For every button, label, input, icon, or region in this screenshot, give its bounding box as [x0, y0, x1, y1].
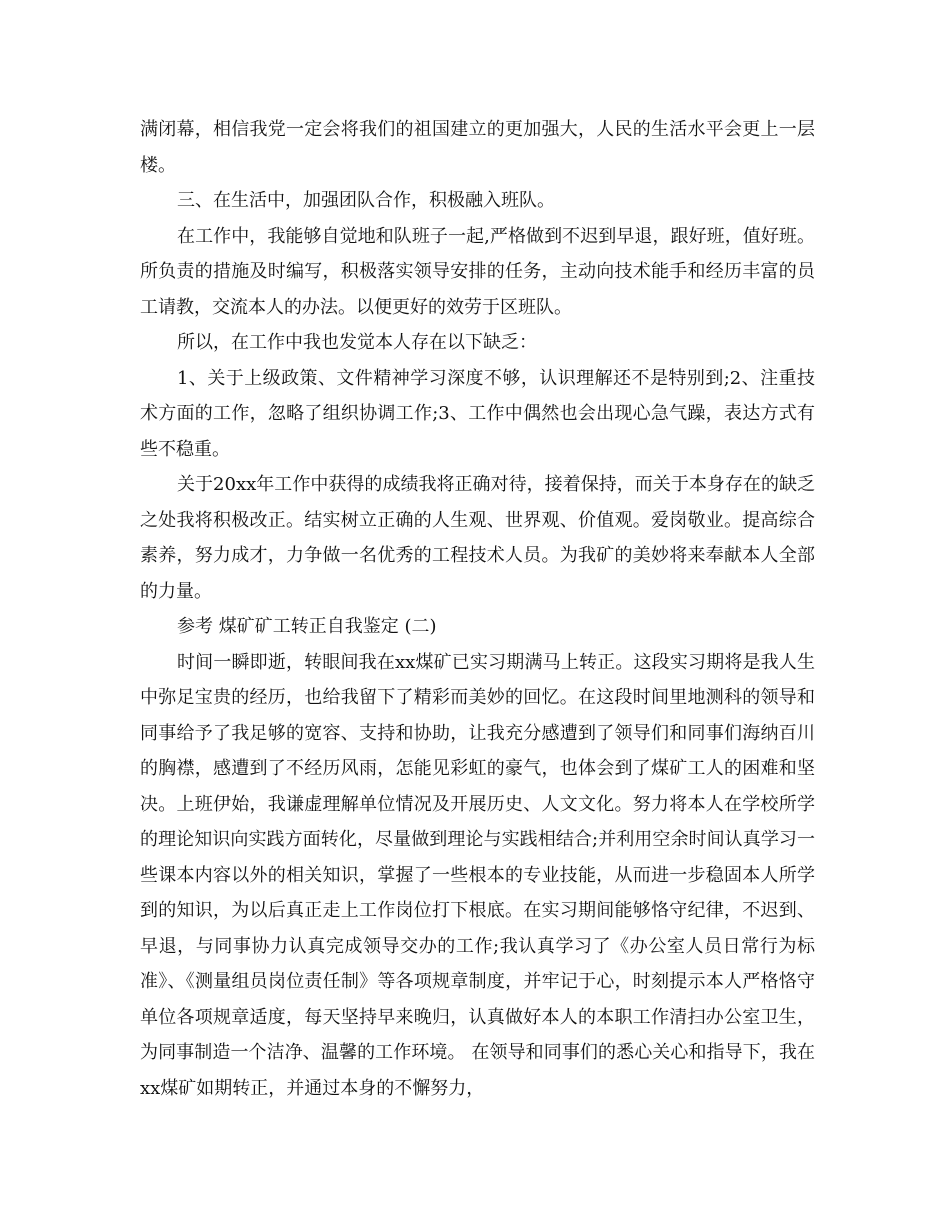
paragraph-work: 在工作中，我能够自觉地和队班子一起,严格做到不迟到早退，跟好班，值好班。所负责的措施及时编写，积极落实领导安排的任务，主动向技术能手和经历丰富的员工请教，交流本人的办法。以便更好的效劳于区班队。 [140, 225, 815, 318]
paragraph-shortcomings-list: 1、关于上级政策、文件精神学习深度不够，认识理解还不是特别到;2、注重技术方面的工作，忽略了组织协调工作;3、工作中偶然也会出现心急气躁，表达方式有些不稳重。 [140, 367, 815, 460]
paragraph-internship: 时间一瞬即逝，转眼间我在xx煤矿已实习期满马上转正。这段实习期将是我人生中弥足宝贵的经历，也给我留下了精彩而美妙的回忆。在这段时间里地测科的领导和同事给予了我足够的宽容、支持和协助，让我充分感遭到了领导们和同事们海纳百川的胸襟，感遭到了不经历风雨，怎能见彩虹的豪气，也体会到了煤矿工人的困难和坚决。上班伊始，我谦虚理解单位情况及开展历史、人文文化。努力将本人在学校所学的理论知识向实践方面转化，尽量做到理论与实践相结合;并利用空余时间认真学习一些课本内容以外的相关知识，掌握了一些根本的专业技能，从而进一步稳固本人所学到的知识，为以后真正走上工作岗位打下根底。在实习期间能够恪守纪律，不迟到、早退，与同事协力认真完成领导交办的工作;我认真学习了《办公室人员日常行为标准》、《测量组员岗位责任制》等各项规章制度，并牢记于心，时刻提示本人严格恪守单位各项规章适度，每天坚持早来晚归，认真做好本人的本职工作清扫办公室卫生，为同事制造一个洁净、温馨的工作环境。 在领导和同事们的悉心关心和指导下，我在xx煤矿如期转正，并通过本身的不懈努力， [140, 651, 815, 1099]
document-body [140, 112, 815, 1106]
paragraph-conclusion: 关于20xx年工作中获得的成绩我将正确对待，接着保持，而关于本身存在的缺乏之处我将积极改正。结实树立正确的人生观、世界观、价值观。爱岗敬业。提高综合素养，努力成才，力争做一名优秀的工程技术人员。为我矿的美妙将来奉献本人全部的力量。 [140, 474, 815, 602]
paragraph-shortcomings-intro: 所以，在工作中我也发觉本人存在以下缺乏： [177, 332, 537, 353]
paragraph-continuation: 满闭幕，相信我党一定会将我们的祖国建立的更加强大，人民的生活水平会更上一层楼。 [140, 119, 815, 176]
reference-heading: 参考 煤矿矿工转正自我鉴定 (二) [177, 616, 437, 637]
section-heading-3: 三、在生活中，加强团队合作，积极融入班队。 [177, 190, 555, 211]
